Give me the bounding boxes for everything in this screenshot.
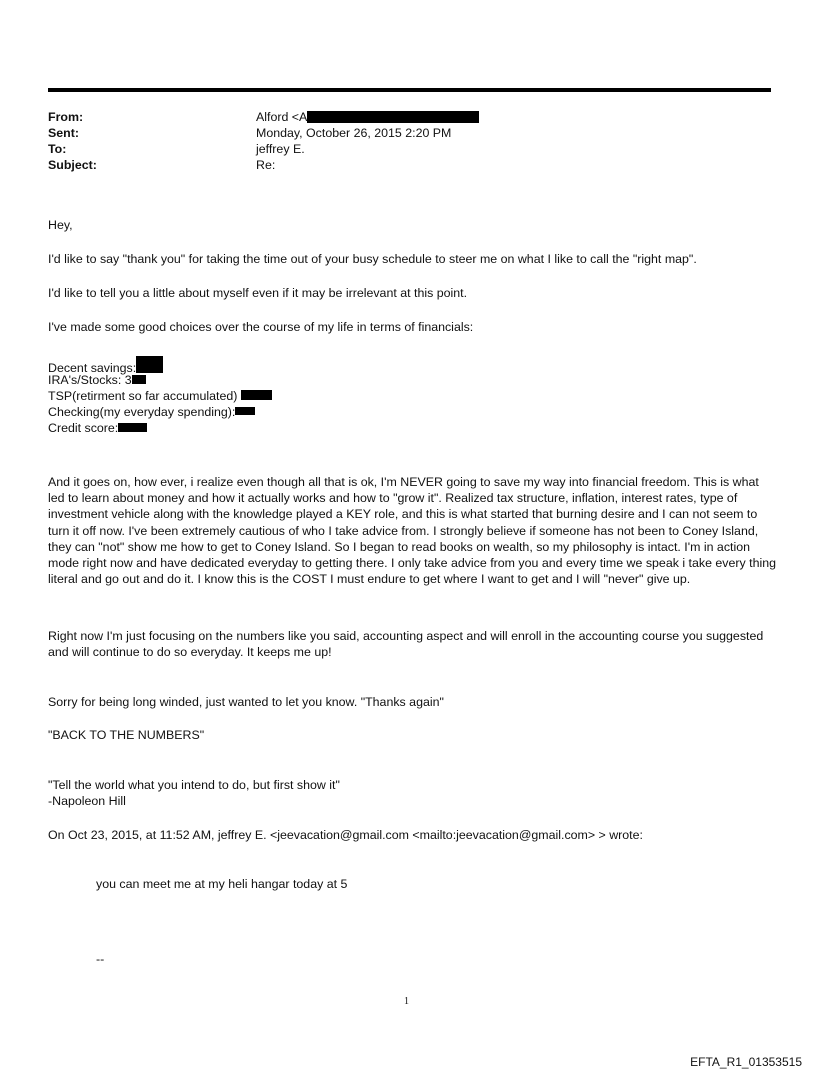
quote-author: -Napoleon Hill xyxy=(48,794,126,808)
from-text: Alford <A xyxy=(256,110,308,124)
list-text: Decent savings: xyxy=(48,361,137,375)
from-value xyxy=(256,109,479,125)
redaction xyxy=(235,407,255,415)
list-item xyxy=(48,420,147,436)
quote: "Tell the world what you intend to do, but first show it" xyxy=(48,778,340,792)
sent-label: Sent: xyxy=(48,126,79,140)
paragraph: And it goes on, how ever, i realize even though all that is ok, I'm NEVER going to save my way into financial freedom. This is what led to learn about money and how it actually works and how to "grow it". Realized tax structure, inflation, interest rates, type of investment vehicle along with the knowledge played a KEY role, and this is what started that burning desire and I can not seem to turn it off now. I've been extremely cautious of who I take advice from. I strongly believe if someone has not been to Coney Island, they can "not" show me how to get to Coney Island. So I began to read books on wealth, so my philosophy is intact. I'm in action mode right now and have dedicated everyday to getting there. I only take advice from you and every time we speak i take every thing literal and go out and do it. I know this is the COST I must endure to get where I want to get and I will "never" give up. xyxy=(48,475,777,587)
to-label: To: xyxy=(48,142,67,156)
paragraph: "BACK TO THE NUMBERS" xyxy=(48,728,205,742)
list-text: Checking(my everyday spending): xyxy=(48,405,236,419)
list-item xyxy=(48,372,146,388)
redaction xyxy=(136,356,163,373)
paragraph: I'd like to say "thank you" for taking the time out of your busy schedule to steer me on what I like to call the "right map". xyxy=(48,252,697,266)
page-number: 1 xyxy=(404,996,409,1007)
list-text: IRA's/Stocks: 3 xyxy=(48,373,132,387)
redaction xyxy=(118,423,147,432)
subject-value: Re: xyxy=(256,158,276,172)
paragraph: Sorry for being long winded, just wanted to let you know. "Thanks again" xyxy=(48,695,444,709)
reply-header: On Oct 23, 2015, at 11:52 AM, jeffrey E. <jeevacation@gmail.com <mailto:jeevacation@gmail.com> > wrote: xyxy=(48,828,643,842)
list-item xyxy=(48,388,272,404)
redaction xyxy=(241,390,272,400)
paragraph: I'd like to tell you a little about myself even if it may be irrelevant at this point. xyxy=(48,286,468,300)
greeting: Hey, xyxy=(48,218,73,232)
footer-id: EFTA_R1_01353515 xyxy=(690,1055,802,1069)
paragraph: Right now I'm just focusing on the numbers like you said, accounting aspect and will enroll in the accounting course you suggested and will continue to do so everyday. It keeps me up! xyxy=(48,629,764,660)
to-value: jeffrey E. xyxy=(256,142,305,156)
redaction xyxy=(307,111,479,123)
list-item xyxy=(48,404,255,420)
list-text: TSP(retirment so far accumulated) xyxy=(48,389,241,403)
quoted-message: you can meet me at my heli hangar today at 5 xyxy=(96,877,348,891)
redaction xyxy=(132,375,146,384)
subject-label: Subject: xyxy=(48,158,97,172)
paragraph: I've made some good choices over the course of my life in terms of financials: xyxy=(48,320,474,334)
sent-value: Monday, October 26, 2015 2:20 PM xyxy=(256,126,452,140)
header-rule xyxy=(48,88,771,92)
signature-separator: -- xyxy=(96,952,105,966)
from-label: From: xyxy=(48,110,84,124)
list-text: Credit score: xyxy=(48,421,119,435)
